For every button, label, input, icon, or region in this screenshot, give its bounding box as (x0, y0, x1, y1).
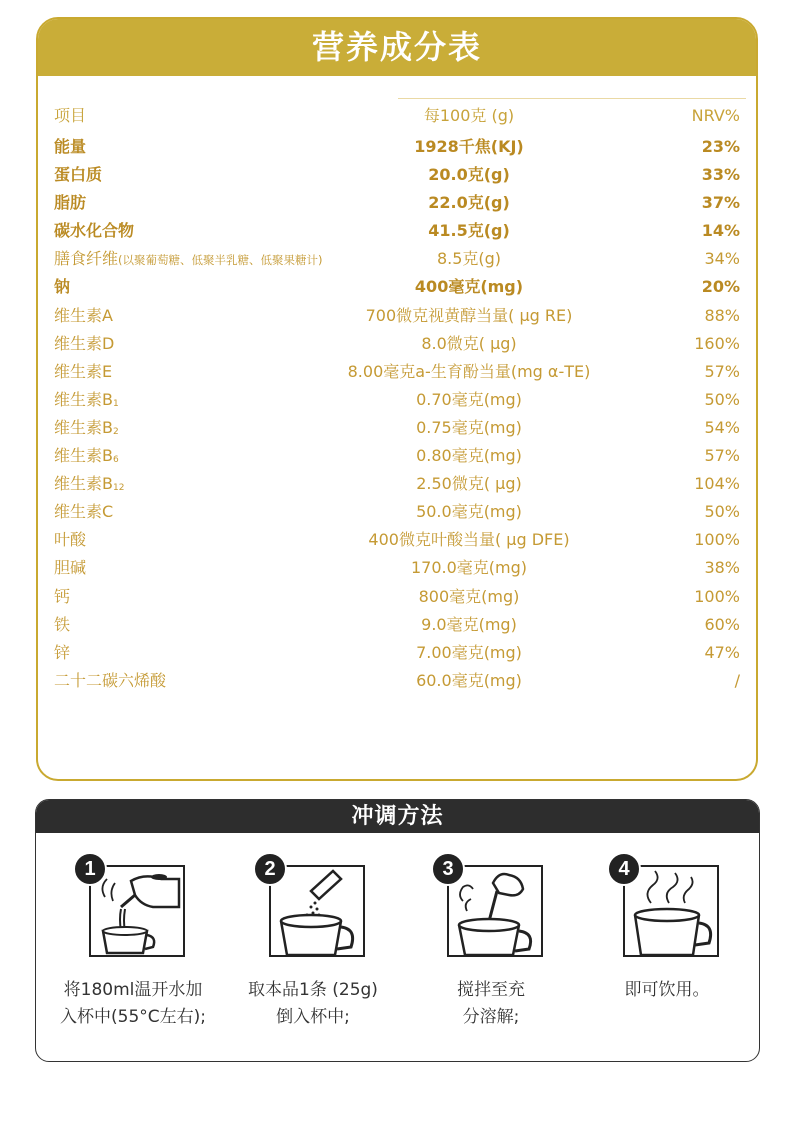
nutrition-panel (36, 17, 758, 781)
nutrition-row (38, 389, 756, 417)
nutrition-row (38, 614, 756, 642)
nutrient-nrv: 23% (701, 137, 740, 156)
nutrient-label: 维生素B (54, 446, 113, 466)
nutrient-name (54, 164, 102, 186)
nutrient-nrv: 160% (694, 333, 740, 353)
nutrient-nrv: 34% (704, 249, 740, 269)
step-3-line2: 分溶解; (462, 1007, 520, 1027)
step-number-4: 4 (607, 852, 641, 886)
nutrient-label: 二十二碳六烯酸 (54, 670, 167, 690)
nutrient-label: 维生素C (54, 502, 114, 522)
nutrient-value: 9.0毫克(mg) (421, 614, 517, 634)
nutrient-label: 锌 (54, 642, 71, 662)
nutrient-nrv: / (734, 670, 740, 690)
step-1-line2: 入杯中(55°C左右); (60, 1007, 206, 1027)
step-number-1: 1 (73, 852, 107, 886)
nutrient-name (54, 529, 86, 551)
nutrient-subscript: 6 (112, 455, 119, 466)
step-3-caption (391, 977, 591, 1031)
nutrition-row (38, 305, 756, 333)
nutrient-name (54, 220, 134, 242)
nutrient-label: 维生素B (54, 389, 113, 409)
nutrient-nrv: 33% (701, 165, 740, 185)
nutrient-nrv: 88% (704, 305, 740, 325)
nutrient-value: 20.0克(g) (428, 165, 510, 185)
nutrient-name (54, 248, 323, 271)
nutrition-row (38, 220, 756, 248)
nutrient-label: 碳水化合物 (54, 221, 135, 241)
nutrient-value: 400微克叶酸当量( μg DFE) (368, 530, 570, 550)
nutrient-value: 50.0毫克(mg) (416, 502, 522, 522)
nutrient-value: 700微克视黄醇当量( μg RE) (365, 305, 573, 325)
nutrient-subscript: 12 (112, 483, 125, 494)
nutrient-name (54, 305, 113, 327)
nutrition-row (38, 445, 756, 473)
nutrient-nrv: 60% (704, 614, 740, 634)
nutrient-label: 维生素B (54, 417, 113, 437)
nutrition-row (38, 417, 756, 445)
nutrient-name (54, 501, 113, 523)
nutrient-name (54, 333, 114, 355)
nutrient-nrv: 37% (701, 193, 740, 213)
nutrition-row (38, 333, 756, 361)
nutrient-name (54, 557, 86, 579)
header-item: 项目 (54, 106, 87, 125)
nutrition-row (38, 192, 756, 220)
nutrient-note: (以聚葡萄糖、低聚半乳糖、低聚果糖计) (118, 253, 323, 268)
step-2-line2: 倒入杯中; (276, 1007, 350, 1027)
nutrition-row (38, 136, 756, 164)
nutrition-row (38, 501, 756, 529)
nutrient-name (54, 276, 70, 298)
nutrient-name (54, 389, 119, 415)
nutrient-value: 400毫克(mg) (414, 277, 524, 297)
nutrition-row (38, 642, 756, 670)
nutrient-name (54, 417, 119, 443)
nutrition-column-headers (38, 105, 756, 127)
nutrient-nrv: 100% (694, 530, 740, 550)
nutrient-label: 钙 (54, 586, 71, 606)
nutrient-label: 维生素E (54, 361, 113, 381)
nutrient-value: 8.5克(g) (436, 249, 502, 269)
step-1-line1: 将180ml温开水加 (63, 980, 203, 1000)
header-divider (398, 98, 746, 99)
step-4-caption (567, 977, 767, 1004)
nutrient-name (54, 361, 112, 383)
nutrient-subscript: 1 (112, 398, 119, 409)
step-2-caption (213, 977, 413, 1031)
nutrition-row (38, 473, 756, 501)
nutrient-value: 1928千焦(KJ) (414, 137, 524, 156)
nutrient-nrv: 47% (704, 642, 740, 662)
nutrition-row (38, 557, 756, 585)
nutrient-nrv: 100% (694, 586, 740, 606)
step-number-2: 2 (253, 852, 287, 886)
nutrition-row (38, 670, 756, 698)
nutrient-value: 800毫克(mg) (418, 586, 520, 606)
nutrient-name (54, 614, 70, 636)
nutrient-value: 60.0毫克(mg) (416, 670, 522, 690)
nutrient-label: 脂肪 (54, 193, 87, 213)
nutrient-label: 维生素D (54, 333, 115, 353)
nutrient-value: 170.0毫克(mg) (410, 558, 528, 578)
nutrient-value: 0.80毫克(mg) (416, 446, 522, 466)
nutrient-name (54, 670, 166, 692)
nutrition-title: 营养成分表 (38, 19, 756, 76)
nutrient-value: 0.75毫克(mg) (416, 417, 522, 437)
nutrient-subscript: 2 (112, 426, 119, 437)
nutrition-row (38, 248, 756, 276)
nutrient-value: 2.50微克( μg) (416, 474, 522, 494)
nutrient-value: 7.00毫克(mg) (416, 642, 522, 662)
nutrient-name (54, 136, 86, 158)
nutrient-label: 叶酸 (54, 530, 87, 550)
nutrient-nrv: 14% (701, 221, 740, 241)
step-1-caption (33, 977, 233, 1031)
nutrient-nrv: 57% (704, 361, 740, 381)
step-2-line1: 取本品1条 (25g) (248, 980, 378, 1000)
nutrient-nrv: 38% (704, 558, 740, 578)
nutrient-label: 维生素B (54, 474, 113, 494)
nutrient-label: 膳食纤维 (54, 249, 119, 269)
nutrient-label: 铁 (54, 614, 71, 634)
nutrient-name (54, 586, 70, 608)
nutrition-row (38, 529, 756, 557)
nutrient-nrv: 50% (704, 389, 740, 409)
nutrient-nrv: 54% (704, 417, 740, 437)
nutrient-nrv: 50% (704, 502, 740, 522)
step-3-line1: 搅拌至充 (457, 980, 525, 1000)
nutrient-nrv: 104% (694, 474, 740, 494)
nutrient-name (54, 473, 124, 499)
nutrient-name (54, 445, 119, 471)
nutrition-row (38, 586, 756, 614)
method-title: 冲调方法 (36, 800, 759, 833)
nutrient-name (54, 642, 70, 664)
nutrient-label: 钠 (54, 277, 71, 297)
nutrient-value: 8.0微克( μg) (421, 333, 517, 353)
step-4-line1: 即可饮用。 (624, 980, 710, 1000)
nutrition-rows (38, 136, 756, 698)
nutrient-value: 41.5克(g) (428, 221, 510, 241)
nutrient-value: 22.0克(g) (428, 193, 510, 213)
nutrient-value: 0.70毫克(mg) (416, 389, 522, 409)
nutrient-label: 蛋白质 (54, 165, 103, 185)
nutrient-label: 能量 (54, 137, 87, 156)
nutrient-label: 维生素A (54, 305, 113, 325)
nutrient-value: 8.00毫克a-生育酚当量(mg α-TE) (347, 361, 591, 381)
nutrition-row (38, 164, 756, 192)
nutrition-row (38, 361, 756, 389)
nutrition-row (38, 276, 756, 304)
nutrient-name (54, 192, 86, 214)
nutrient-nrv: 20% (701, 277, 740, 297)
header-per100g: 每100克 (g) (423, 106, 515, 125)
step-number-3: 3 (431, 852, 465, 886)
nutrient-nrv: 57% (704, 446, 740, 466)
nutrient-label: 胆碱 (54, 558, 87, 578)
header-nrv: NRV% (691, 106, 740, 125)
